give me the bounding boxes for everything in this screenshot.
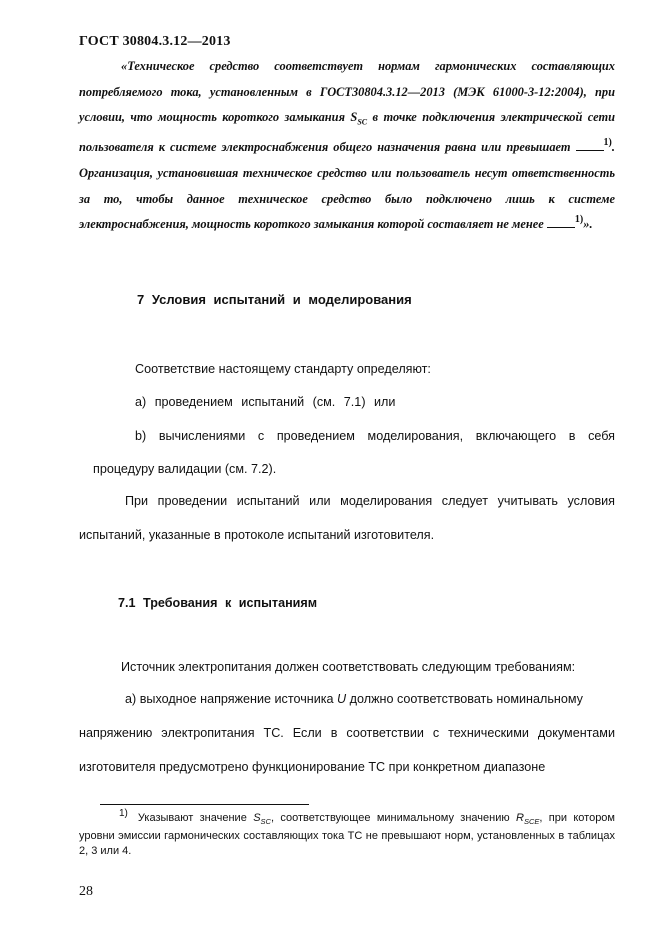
list-item-b-line-1: b) вычислениями с проведением моделирования, включающего в себя: [135, 429, 615, 443]
footnote-ref-1: 1): [603, 136, 612, 148]
ssc-variable: S: [253, 812, 261, 824]
list-item-a: а) проведением испытаний (см. 7.1) или: [135, 395, 396, 409]
footnote-ref-2: 1): [574, 214, 584, 226]
quote-part-1: «Техническое средство соответствует нормам гармонических составляющих потребляемого тока, установленным в ГОСТ30804.3.12—2013 (МЭК 61000-3-12:2004), при условии, что мощность короткого замыкания: [79, 59, 615, 124]
paragraph-line-2: испытаний, указанные в протоколе испытаний изготовителя.: [79, 528, 435, 542]
requirement-a-line-3: изготовителя предусмотрено функционирование ТС при конкретном диапазоне: [79, 760, 546, 774]
voltage-variable: U: [337, 692, 347, 706]
quote-end: ».: [583, 217, 593, 232]
requirement-a-line-1: а) выходное напряжение источника U должно соответствовать номинальному: [125, 692, 583, 706]
blank-field-2: [547, 217, 575, 228]
section-7-heading: 7 Условия испытаний и моделирования: [137, 292, 412, 307]
rsce-variable: R: [515, 812, 524, 824]
section-7-1-heading: 7.1 Требования к испытаниям: [118, 596, 318, 610]
requirements-intro: Источник электропитания должен соответствовать следующим требованиям:: [121, 660, 576, 674]
quote-part-3: . Организация, установившая техническое средство или пользователь несут ответственность за то, чтобы данное техническое средство было подключено лишь к системе электроснабжения, мощность короткого замыкания которой составляет не менее: [79, 139, 615, 232]
quote-part-2: в точке подключения электрической сети пользователя к системе электроснабжения общего назначения равна или превышает: [79, 110, 616, 154]
page-number: 28: [79, 884, 93, 899]
compliance-statement-quote: [79, 54, 615, 239]
body-intro: Соответствие настоящему стандарту определяют:: [135, 362, 431, 376]
requirement-a-line-2: напряжению электропитания ТС. Если в соответствии с техническими документами: [79, 726, 615, 740]
list-item-b-line-2: процедуру валидации (см. 7.2).: [93, 462, 277, 476]
document-header: ГОСТ 30804.3.12—2013: [79, 34, 231, 49]
footnote-marker: 1): [119, 808, 128, 819]
paragraph-line-1: При проведении испытаний или моделирования следует учитывать условия: [125, 494, 615, 508]
blank-field-1: [576, 140, 604, 151]
footnote: 1) Указывают значение $S_{SC}$, соответствующее минимальному значению $R_{SCE}$, при котором уровни эмиссии гармонических составляющих тока ТС не превышают норм, установленных в таблицах 2, 3 или 4.: [79, 808, 615, 858]
footnote-separator: [100, 804, 309, 805]
ssc-symbol: $S_{SC}$: [350, 110, 368, 127]
